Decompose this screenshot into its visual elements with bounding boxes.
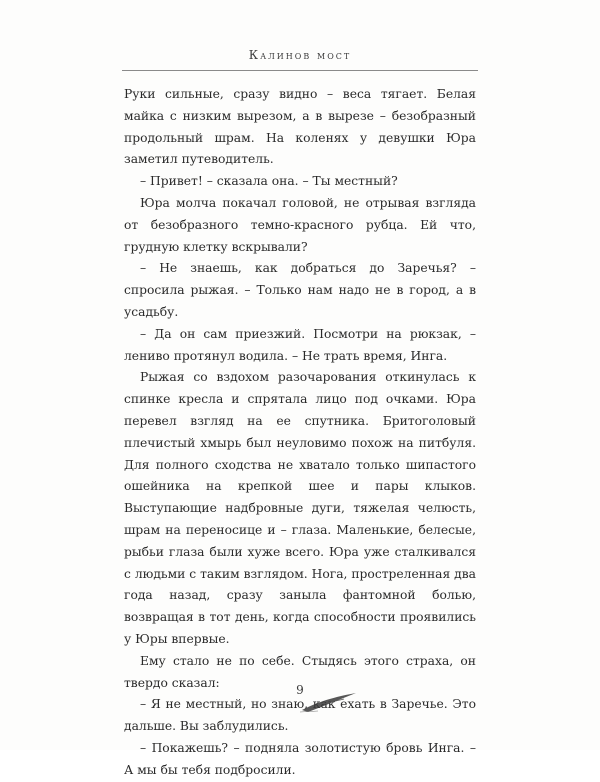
page-number: 9 [296, 683, 304, 697]
paragraph: – Покажешь? – подняла золотистую бровь Инга. – А мы бы тебя подбросили. [124, 740, 476, 777]
body-text [124, 84, 476, 782]
paragraph: – Привет! – сказала она. – Ты местный? [140, 174, 398, 189]
paragraph: – Я не местный, но знаю, как ехать в Заречье. Это дальше. Вы заблудились. [124, 697, 476, 734]
ink-flourish-icon [294, 690, 364, 714]
paragraph: – Да он сам приезжий. Посмотри на рюкзак, – лениво протянул водила. – Не трать время, Инга. [124, 326, 476, 363]
paragraph: – Не знаешь, как добраться до Заречья? – спросила рыжая. – Только нам надо не в город, а в усадьбу. [124, 261, 476, 319]
paragraph: Юра молча покачал головой, не отрывая взгляда от безобразного темно-красного рубца. Ей что, грудную клетку вскрывали? [124, 195, 476, 254]
paragraph: Рыжая со вздохом разочарования откинулась к спинке кресла и спрятала лицо под очками. Юра перевел взгляд на ее спутника. Бритоголовый плечистый хмырь был неуловимо похож на питбуля. Для полного сходства не хватало только шипастого ошейника на крепкой шее и пары клыков. Выступающие надбровные дуги, тяжелая челюсть, шрам на переносице и – глаза. Маленькие, белесые, рыбьи глаза были хуже всего. Юра уже сталкивался с людьми с таким взглядом. Нога, простреленная два года назад, сразу заныла фантомной болью, возвращая в тот день, когда способности проявились у Юры впервые. [124, 370, 476, 646]
header-rule [122, 70, 478, 71]
running-title: Калинов мост [248, 48, 352, 62]
paragraph: Ему стало не по себе. Стыдясь этого страха, он твердо сказал: [124, 653, 476, 690]
paragraph: Руки сильные, сразу видно – веса тягает. Белая майка с низким вырезом, а в вырезе – безобразный продольный шрам. На коленях у девушки Юра заметил путеводитель. [124, 87, 476, 167]
